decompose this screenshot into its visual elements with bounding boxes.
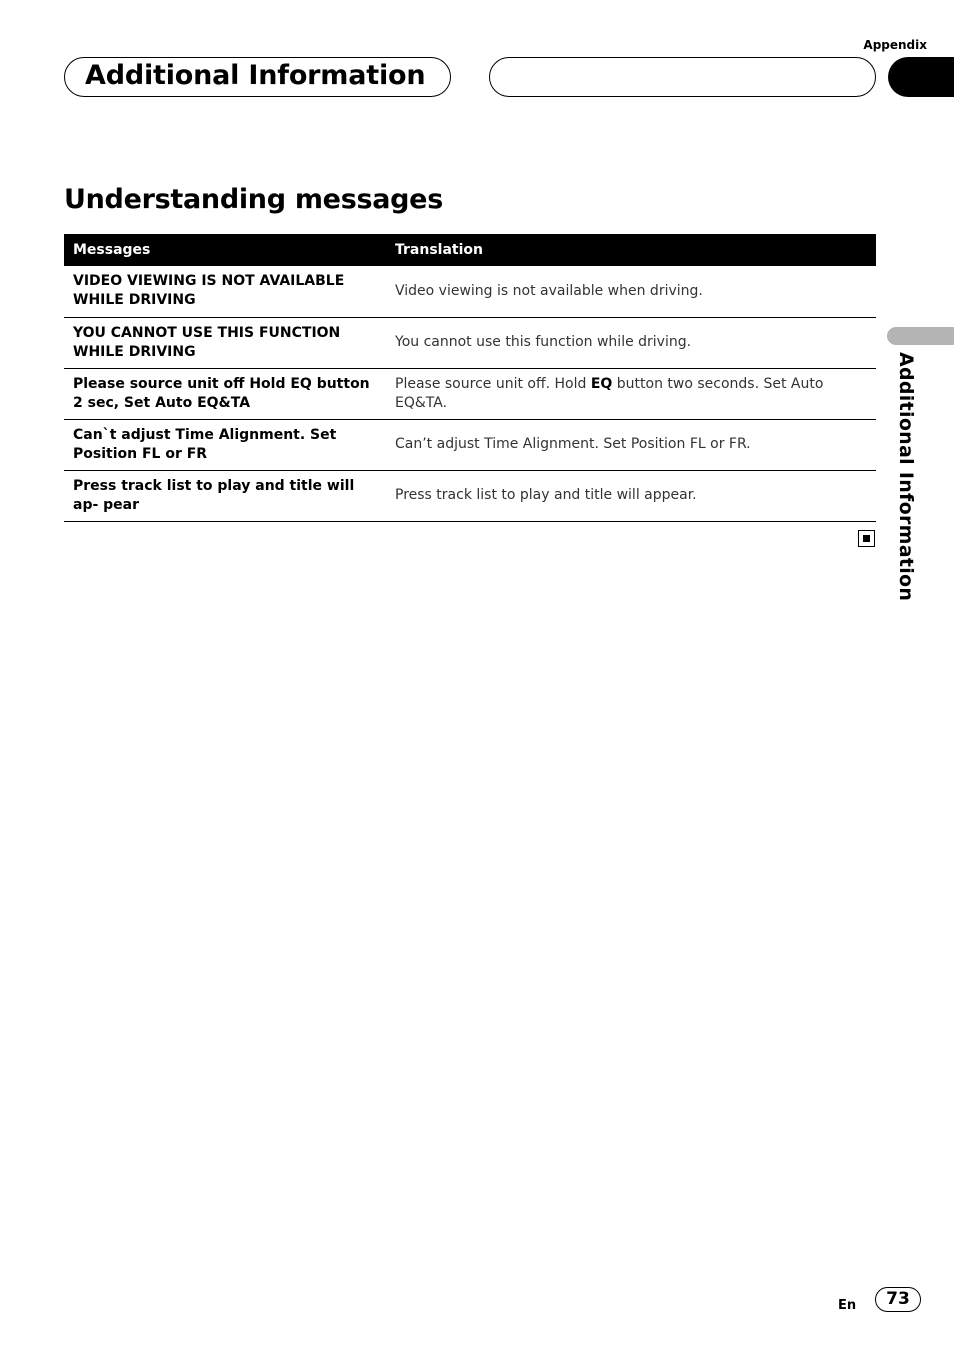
table-row [64,470,876,521]
column-header-translation: Translation [386,234,876,266]
translation-text-post: button two seconds. Set Auto EQ&TA. [395,375,824,411]
end-of-section-icon [858,530,875,547]
messages-table [64,234,876,522]
message-cell: Please source unit off Hold EQ button 2 sec, Set Auto EQ&TA [64,368,386,419]
table-header-row [64,234,876,266]
translation-cell: Press track list to play and title will appear. [386,470,876,521]
table-row [64,368,876,419]
section-header-pill [64,57,451,97]
message-cell: VIDEO VIEWING IS NOT AVAILABLE WHILE DRIVING [64,266,386,317]
message-cell: Press track list to play and title will ap- pear [64,470,386,521]
translation-text-bold: EQ [590,375,613,392]
table-row [64,419,876,470]
header-empty-pill [489,57,876,97]
table-row [64,317,876,368]
appendix-label: Appendix [863,38,927,52]
header-black-tab [888,57,954,97]
translation-cell: Can’t adjust Time Alignment. Set Position FL or FR. [386,419,876,470]
section-header-title: Additional Information [85,60,426,91]
language-label: En [838,1298,857,1313]
message-cell: Can`t adjust Time Alignment. Set Position FL or FR [64,419,386,470]
page-title: Understanding messages [64,184,443,215]
side-section-label: Additional Information [895,352,917,602]
message-cell: YOU CANNOT USE THIS FUNCTION WHILE DRIVING [64,317,386,368]
table-row [64,266,876,317]
column-header-messages: Messages [64,234,386,266]
translation-text-pre: Please source unit off. Hold [395,375,591,392]
translation-cell: Video viewing is not available when driving. [386,266,876,317]
side-tab-marker [887,327,954,345]
page-number: 73 [875,1287,921,1312]
translation-cell [386,368,876,419]
translation-cell: You cannot use this function while driving. [386,317,876,368]
